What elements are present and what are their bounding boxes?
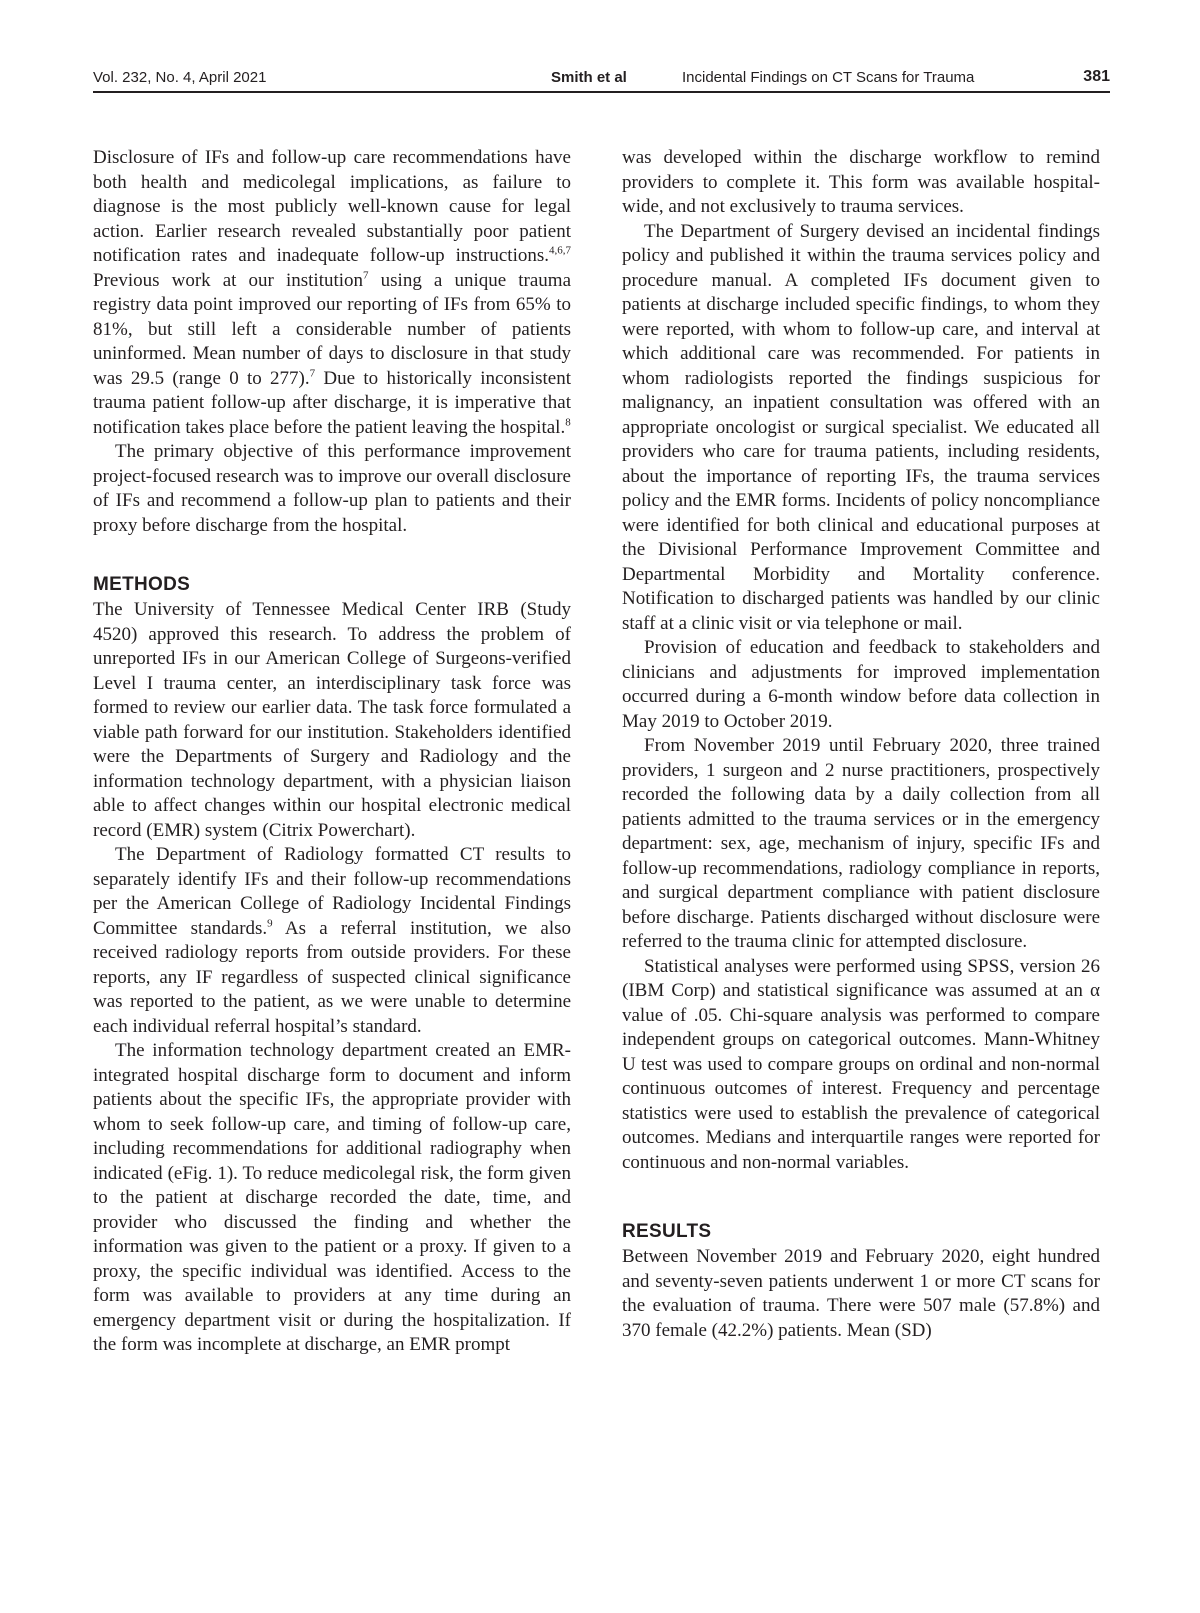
text-run: Due to historically inconsistent trauma patient follow-up after discharge, it is imperative that notification takes place before the patient leaving the hospital. bbox=[93, 367, 571, 438]
text-run: The Department of Radiology formatted CT results to separately identify IFs and their follow-up recommendations per the American College of Radiology Incidental Findings Committee standards. bbox=[93, 844, 571, 939]
paragraph: The information technology department created an EMR-integrated hospital discharge form to document and inform patients about the specific IFs, the appropriate provider with whom to seek follow-up care, and timing of follow-up care, including recommendations for additional radiography when indicated (eFig. 1). To reduce medicolegal risk, the form given to the patient at discharge recorded the date, time, and provider who discussed the finding and whether the information was given to the patient or a proxy. If given to a proxy, the specific individual was identified. Access to the form was available to providers at any time during an emergency department visit or during the hospitalization. If the form was incomplete at discharge, an EMR prompt bbox=[93, 1040, 571, 1355]
text-run: Disclosure of IFs and follow-up care recommendations have both health and medicolegal implications, as failure to diagnose is the most publicly well-known cause for legal action. Earlier research revealed substantially poor patient notification rates and inadequate follow-up instructions. bbox=[93, 147, 571, 266]
citation-ref: 4,6,7 bbox=[549, 244, 571, 257]
paragraph: From November 2019 until February 2020, three trained providers, 1 surgeon and 2 nurse practitioners, prospectively recorded the following data by a daily collection from all patients admitted to the trauma services or in the emergency department: sex, age, mechanism of injury, specific IFs and follow-up recommendations, radiology compliance in reports, and surgical department compliance with patient disclosure before discharge. Patients discharged without disclosure were referred to the trauma clinic for attempted disclosure. bbox=[622, 735, 1100, 952]
paragraph: The University of Tennessee Medical Center IRB (Study 4520) approved this research. To address the problem of unreported IFs in our American College of Surgeons-verified Level I trauma center, an interdisciplinary task force was formed to review our earlier data. The task force formulated a viable path forward for our institution. Stakeholders identified were the Departments of Surgery and Radiology and the information technology department, with a physician liaison able to affect changes within our hospital electronic medical record (EMR) system (Citrix Powerchart). bbox=[93, 599, 571, 841]
citation-ref: 7 bbox=[309, 367, 316, 380]
citation-ref: 8 bbox=[565, 416, 571, 429]
citation-ref: 7 bbox=[363, 269, 369, 282]
header-rule bbox=[93, 91, 1110, 93]
text-run: As a referral institution, we also received radiology reports from outside providers. For these reports, any IF regardless of suspected clinical significance was reported to the patient, as we were unable to determine each individual referral hospital’s standard. bbox=[93, 917, 571, 1037]
page-number: 381 bbox=[1083, 68, 1110, 85]
running-title: Incidental Findings on CT Scans for Trauma bbox=[682, 69, 975, 86]
paragraph: Statistical analyses were performed using SPSS, version 26 (IBM Corp) and statistical significance was assumed at an α value of .05. Chi-square analysis was performed to compare independent groups on categorical outcomes. Mann-Whitney U test was used to compare groups on ordinal and non-normal continuous outcomes of interest. Frequency and percentage statistics were used to establish the prevalence of categorical outcomes. Medians and interquartile ranges were reported for continuous and non-normal variables. bbox=[622, 955, 1100, 1173]
running-head bbox=[93, 64, 1110, 94]
paragraph: Provision of education and feedback to stakeholders and clinicians and adjustments for improved implementation occurred during a 6-month window before data collection in May 2019 to October 2019. bbox=[622, 637, 1100, 732]
paragraph: The primary objective of this performance improvement project-focused research was to improve our overall disclosure of IFs and recommend a follow-up plan to patients and their proxy before discharge from the hospital. bbox=[93, 441, 571, 536]
paragraph bbox=[93, 146, 571, 440]
section-heading-results: RESULTS bbox=[622, 1221, 712, 1242]
paragraph: was developed within the discharge workflow to remind providers to complete it. This form was available hospital-wide, and not exclusively to trauma services. bbox=[622, 147, 1100, 217]
running-authors: Smith et al bbox=[551, 69, 627, 86]
text-run: using a unique trauma registry data point improved our reporting of IFs from 65% to 81%, but still left a considerable number of patients uninformed. Mean number of days to disclosure in that study was 29.5 (range 0 to 277). bbox=[93, 269, 571, 389]
text-run: Previous work at our institution bbox=[93, 269, 364, 291]
right-column bbox=[622, 146, 1100, 1343]
citation-ref: 9 bbox=[267, 917, 273, 930]
paragraph: Between November 2019 and February 2020, eight hundred and seventy-seven patients underwent 1 or more CT scans for the evaluation of trauma. There were 507 male (57.8%) and 370 female (42.2%) patients. Mean (SD) bbox=[622, 1246, 1100, 1341]
paragraph: The Department of Surgery devised an incidental findings policy and published it within the trauma services policy and procedure manual. A completed IFs document given to patients at discharge included specific findings, to whom they were reported, with whom to follow-up care, and interval at which additional care was recommended. For patients in whom radiologists reported the findings suspicious for malignancy, an inpatient consultation was offered with an appropriate oncologist or surgical specialist. We educated all providers who care for trauma patients, including residents, about the importance of reporting IFs, the trauma services policy and the EMR forms. Incidents of policy noncompliance were identified for both clinical and educational purposes at the Divisional Performance Improvement Committee and Departmental Morbidity and Mortality conference. Notification to discharged patients was handled by our clinic staff at a clinic visit or via telephone or mail. bbox=[622, 220, 1100, 634]
left-column bbox=[93, 146, 571, 1358]
paragraph bbox=[93, 843, 571, 1039]
journal-volume: Vol. 232, No. 4, April 2021 bbox=[93, 69, 267, 86]
section-heading-methods: METHODS bbox=[93, 574, 191, 595]
